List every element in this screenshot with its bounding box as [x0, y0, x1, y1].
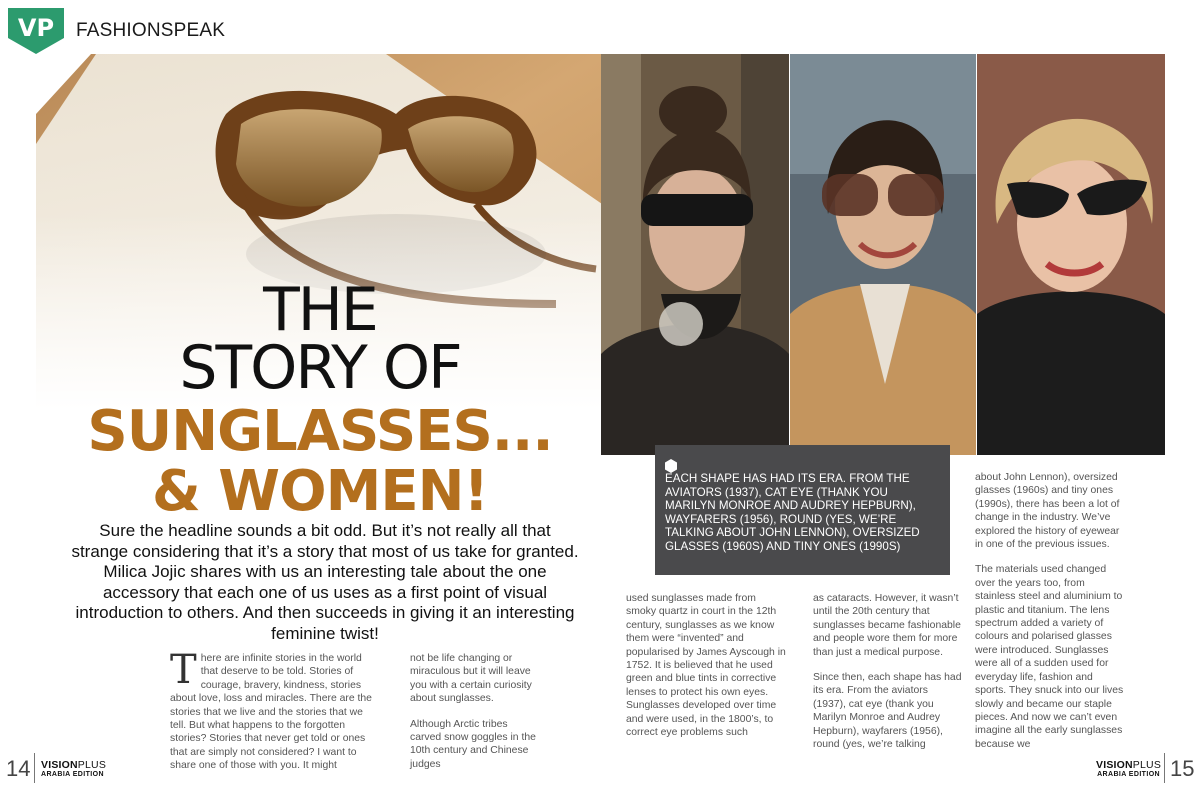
brand-name-light: PLUS — [1132, 759, 1162, 771]
body-column-2 — [410, 652, 540, 783]
body-paragraph: not be life changing or miraculous but it will leave you with a certain curiosity about sunglasses. — [410, 653, 532, 705]
body-paragraph: about John Lennon), oversized glasses (1960s) and tiny ones (1990s), there has been a lot of change in the industry. We’ve explored the history of eyewear in one of the previous issues. — [975, 472, 1120, 551]
body-paragraph: Since then, each shape has had its era. From the aviators (1937), cat eye (thank you Marilyn Monroe and Audrey Hepburn), wayfarers (1956), round (yes, we’re talking — [813, 672, 962, 751]
brand-edition: ARABIA EDITION — [41, 771, 104, 778]
pull-quote — [655, 445, 950, 575]
body-paragraph: used sunglasses made from smoky quartz in court in the 12th century, sunglasses as we know them were “invented” and popularised by James Ayscough in 1752. It is believed that he used green and blue tints in corrective lenses to protect his own eyes. Sunglasses developed over time and were used, in the 1800’s, to correct eye problems such — [626, 593, 786, 739]
body-paragraph: The materials used changed over the years too, from stainless steel and aluminium to plastic and titanium. The lens spectrum added a variety of colours and polarised glasses were introduced. Sunglasses were all of a sudden used for everyday life, fashion and sports. They snuck into our lives slowly and became our staple pieces. And now we can’t even imagine all the early sunglasses because we — [975, 564, 1124, 750]
body-paragraph: Although Arctic tribes carved snow goggles in the 10th century and Chinese judges — [410, 718, 536, 770]
drop-cap: T — [170, 647, 197, 693]
headline-line-2: STORY OF — [179, 333, 461, 403]
hexagon-bullet-icon — [665, 459, 677, 473]
photo-audrey-hepburn — [601, 54, 789, 455]
vp-logo — [8, 8, 64, 54]
body-paragraph: as cataracts. However, it wasn’t until the 20th century that sunglasses became fashionable and people wore them for more than just a medical purpose. — [813, 593, 961, 658]
logo-text: VP — [17, 14, 55, 42]
pull-quote-text: EACH SHAPE HAS HAD ITS ERA. FROM THE AVIATORS (1937), CAT EYE (THANK YOU MARILYN MONROE AND AUDREY HEPBURN), WAYFARERS (1956), ROUND (YES, WE’RE TALKING ABOUT JOHN LENNON), OVERSIZED GLASSES (1960S) AND TINY ONES (1990S) — [665, 472, 920, 553]
body-text: here are infinite stories in the world that deserve to be told. Stories of courage, bravery, kindness, stories about love, loss and miracles. There are the stories that we live and the stories that we tell. But what happens to the forgotten stories? Stories that never get told or ones that are simply not considered? I want to share one of those with you. It might — [170, 653, 372, 772]
brand-name-bold: VISION — [41, 759, 78, 771]
footer-divider — [1164, 753, 1165, 783]
brand-name-bold: VISION — [1096, 759, 1133, 771]
photo-jackie-kennedy — [790, 54, 976, 455]
photo-marilyn-monroe — [977, 54, 1165, 455]
body-column-4 — [813, 592, 963, 763]
footer-divider — [34, 753, 35, 783]
body-column-5 — [975, 471, 1125, 763]
page-number-right: 15 — [1170, 756, 1195, 781]
headline-line-4: & WOMEN! — [151, 459, 489, 524]
section-title: FASHIONSPEAK — [76, 20, 226, 41]
brand-edition: ARABIA EDITION — [1097, 771, 1160, 778]
intro-standfirst: Sure the headline sounds a bit odd. But it’s not really all that strange considering that it’s a story that most of us take for granted. Milica Jojic shares with us an interesting tale about the one accessory that each one of us uses as a first point of visual introduction to others. And then succeeds in giving it an interesting feminine twist! — [71, 521, 579, 643]
magazine-brand-right — [1096, 759, 1160, 778]
body-column-3 — [626, 592, 786, 751]
page-number-left: 14 — [6, 756, 31, 781]
brand-name-light: PLUS — [77, 759, 107, 771]
body-column-1 — [170, 647, 380, 773]
headline-line-1: THE — [263, 275, 377, 345]
magazine-brand-left — [41, 759, 106, 778]
headline-line-3: SUNGLASSES... — [87, 399, 553, 464]
